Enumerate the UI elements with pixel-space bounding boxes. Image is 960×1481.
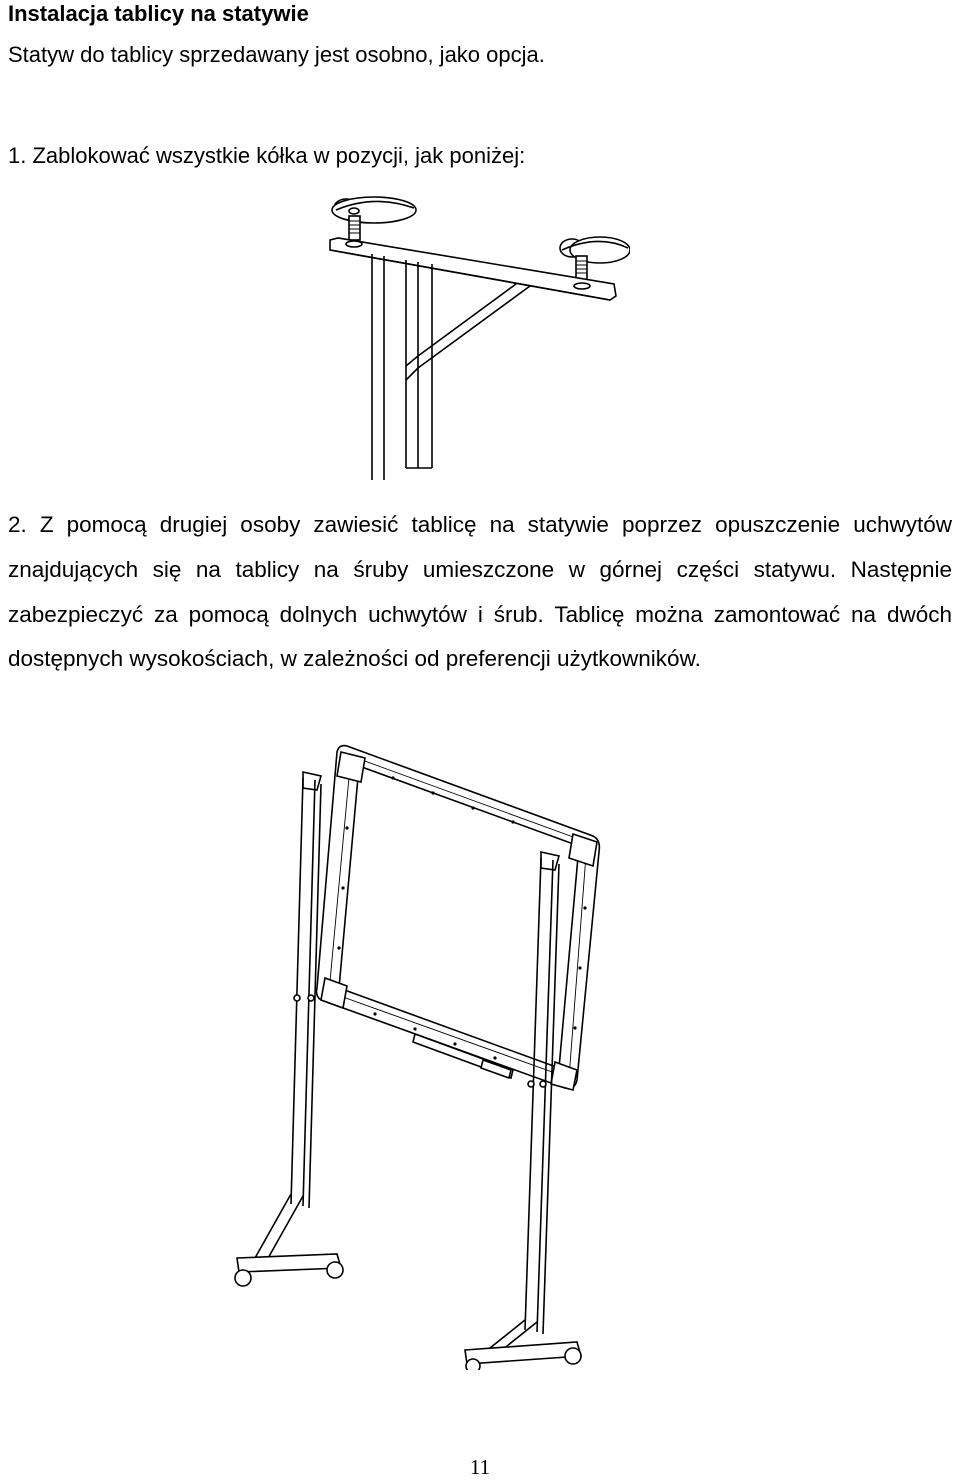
intro-text: Statyw do tablicy sprzedawany jest osobno, jako opcja. — [8, 42, 545, 67]
page-number: 11 — [469, 1455, 491, 1479]
stand-top-illustration — [320, 188, 630, 480]
board-on-stand-illustration — [225, 738, 615, 1370]
step-2-text: 2. Z pomocą drugiej osoby zawiesić tablicę na statywie poprzez opuszczenie uchwytów znajdujących się na tablicy na śruby umieszczone w górnej części statywu. Następnie zabezpieczyć za pomocą dolnych uchwytów i śrub. Tablicę można zamontować na dwóch dostępnych wysokościach, w zależności od preferencji użytkowników. — [8, 512, 952, 672]
section-title: Instalacja tablicy na statywie — [8, 1, 309, 26]
step-1-text: 1. Zablokować wszystkie kółka w pozycji, jak poniżej: — [8, 143, 526, 168]
